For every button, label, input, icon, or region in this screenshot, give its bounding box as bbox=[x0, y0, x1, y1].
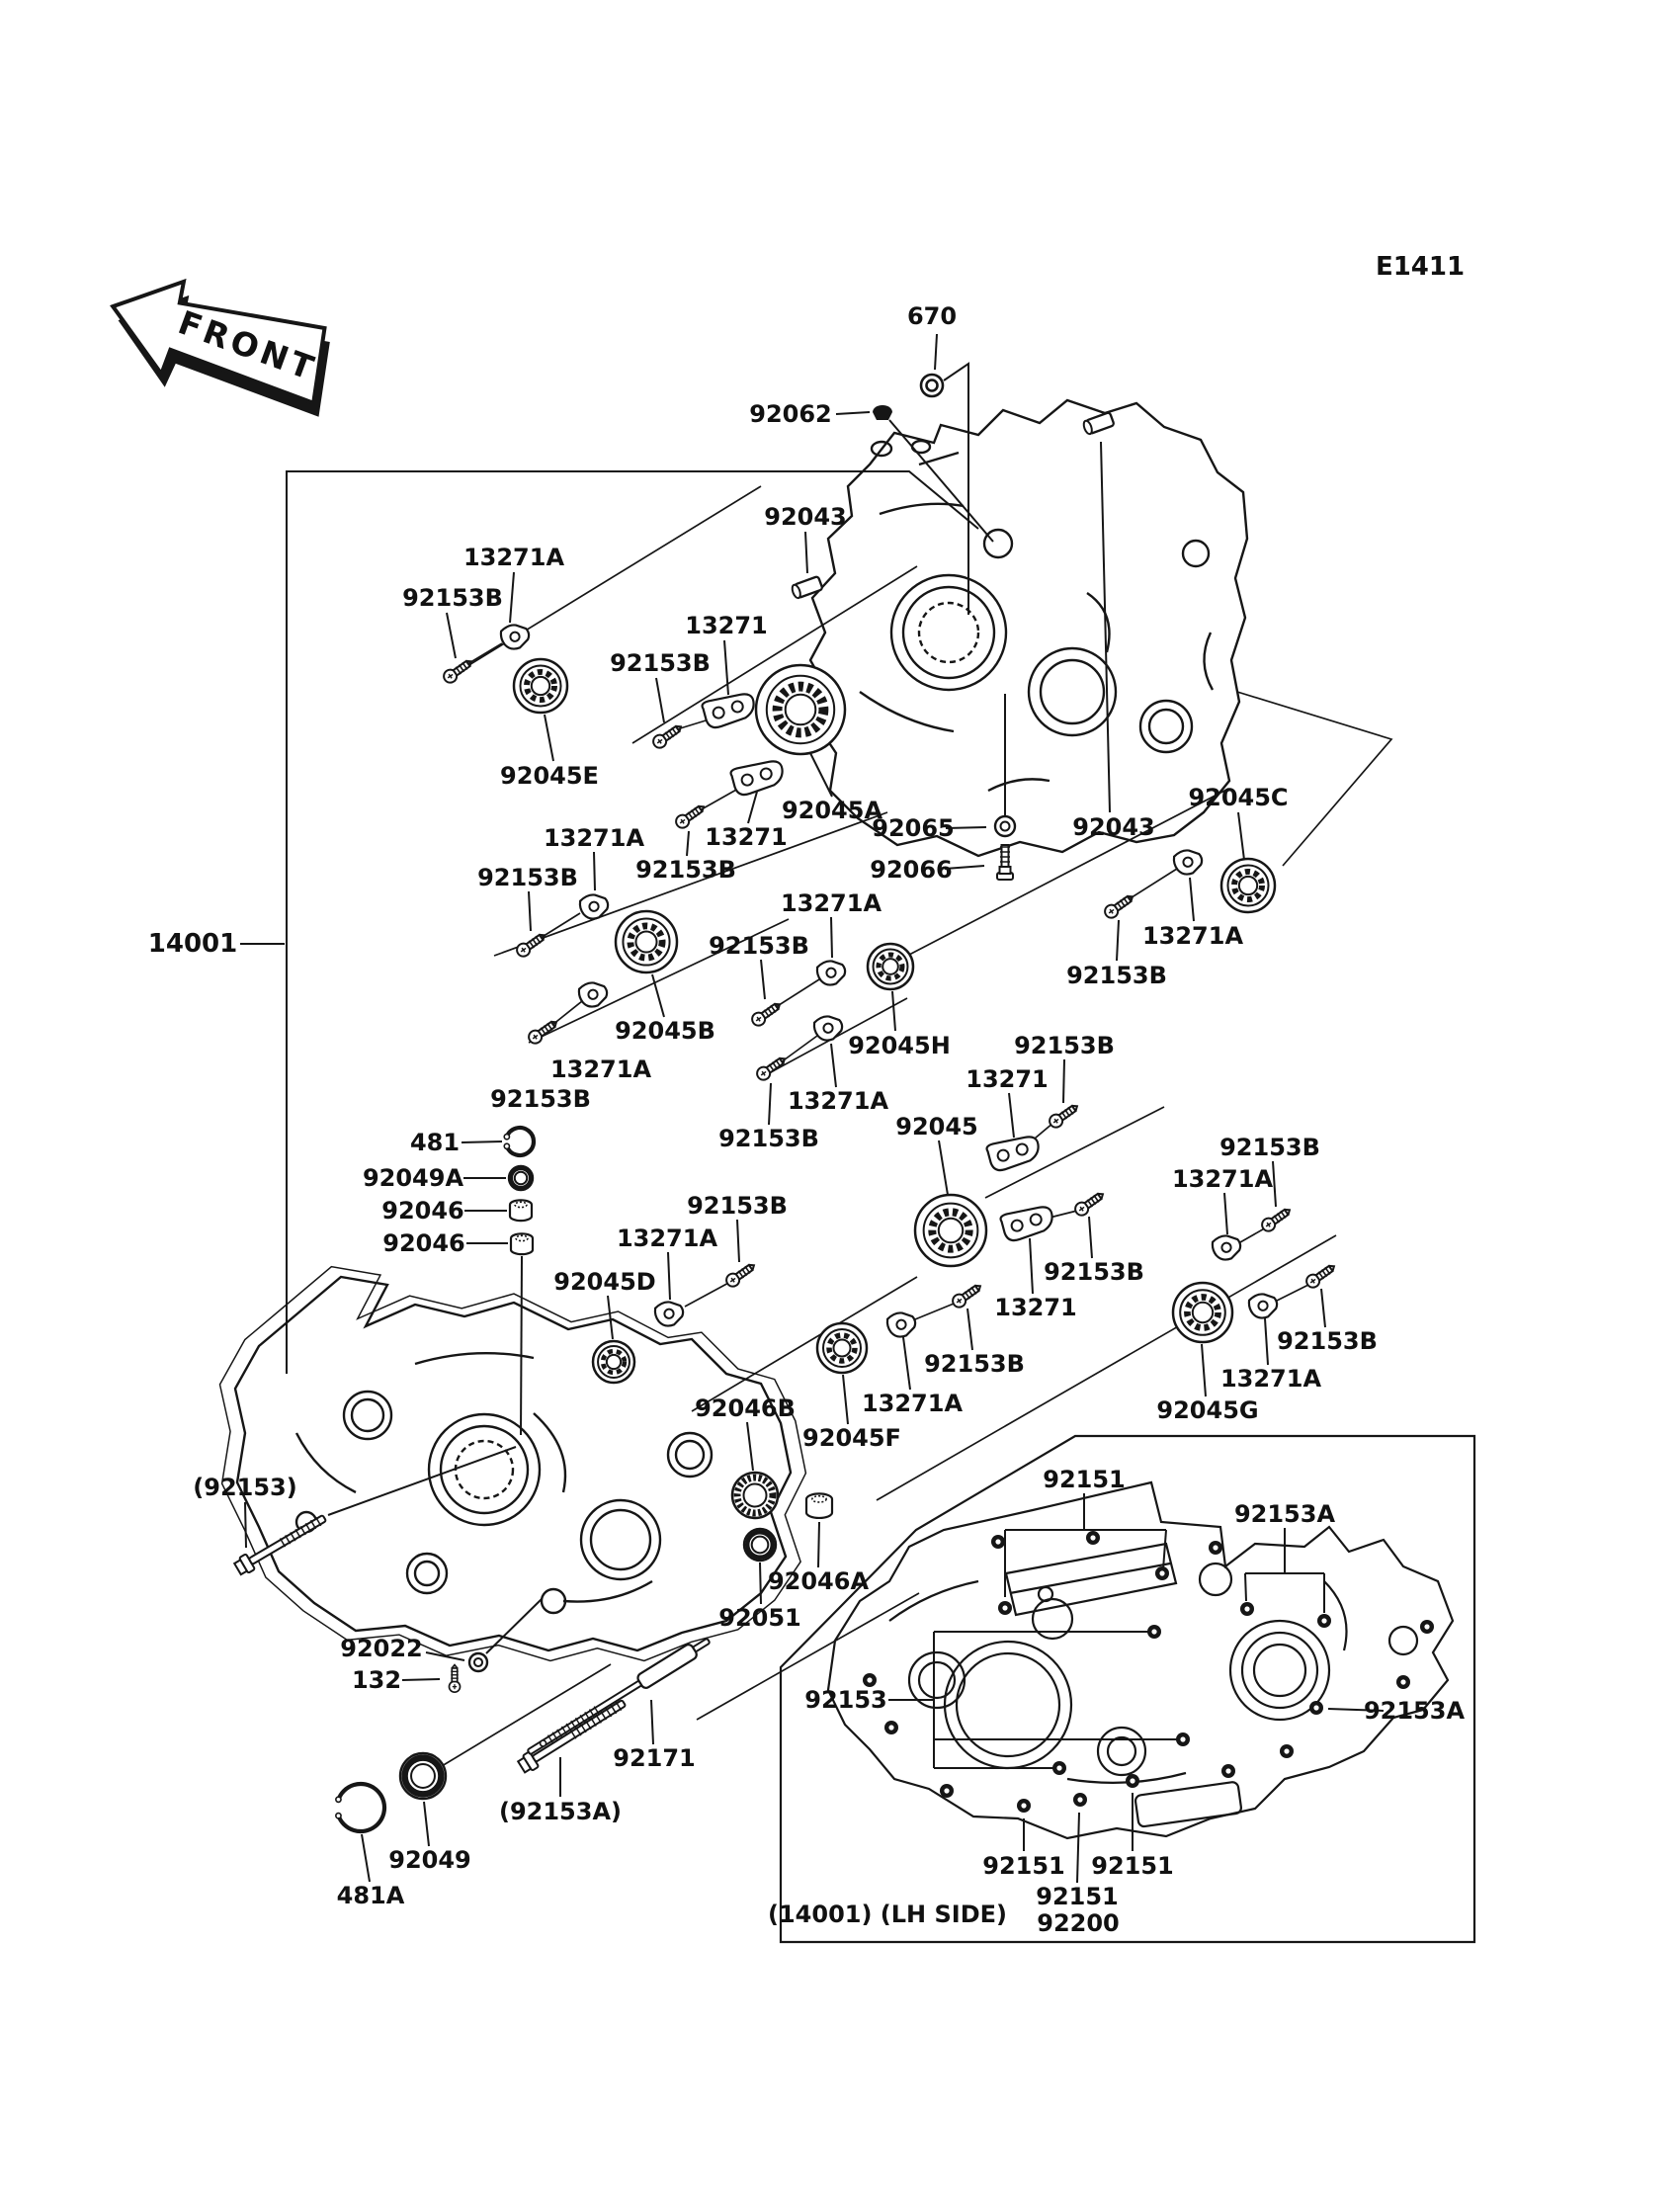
part-number-label: 670 bbox=[906, 302, 958, 330]
part-number-label: (14001) (LH SIDE) bbox=[768, 1901, 1007, 1928]
flanged-hex-bolt bbox=[233, 1510, 329, 1576]
front-arrow bbox=[96, 265, 345, 430]
part-number-label: 13271 bbox=[685, 612, 768, 639]
leader-line bbox=[967, 1309, 972, 1350]
part-number-label: 92153B bbox=[718, 1125, 819, 1152]
leader-line bbox=[447, 613, 456, 658]
part-number-label: 13271A bbox=[462, 544, 565, 571]
bolt-dot bbox=[1052, 1761, 1066, 1775]
holder-screw bbox=[1260, 1205, 1294, 1233]
part-number-label: 13271 bbox=[966, 1065, 1049, 1093]
axis-line bbox=[541, 913, 580, 938]
part-number-label: 13271A bbox=[549, 1056, 652, 1083]
axis-line bbox=[685, 1281, 732, 1307]
holder-screw bbox=[515, 930, 548, 959]
bearing-holder-plate bbox=[986, 1133, 1043, 1172]
holder-screw bbox=[750, 999, 784, 1028]
part-number-label: 92153B bbox=[709, 932, 809, 960]
part-number-label: 92153B bbox=[1277, 1327, 1378, 1355]
leader-line bbox=[529, 891, 531, 931]
part-number-label: 92153B bbox=[610, 649, 711, 677]
ball-bearing bbox=[915, 1195, 986, 1266]
part-number-label: 92045D bbox=[553, 1268, 656, 1296]
o-ring bbox=[921, 375, 943, 396]
leader-line bbox=[1009, 1093, 1014, 1138]
leader-line bbox=[1117, 920, 1119, 961]
part-number-label: 92051 bbox=[718, 1604, 801, 1632]
part-number-label: 92045A bbox=[781, 797, 883, 824]
leader-line bbox=[903, 1337, 910, 1390]
flange-bolt bbox=[997, 845, 1013, 880]
holder-screw bbox=[1048, 1101, 1081, 1130]
washer bbox=[469, 1653, 487, 1671]
holder-screw bbox=[442, 656, 475, 685]
bearing-holder-tab bbox=[577, 979, 610, 1010]
leader-line bbox=[843, 1375, 848, 1424]
part-number-label: 92062 bbox=[749, 400, 832, 428]
part-number-label: 13271 bbox=[994, 1294, 1077, 1321]
holder-screw bbox=[951, 1281, 984, 1310]
ball-bearing bbox=[868, 944, 913, 989]
part-number-label: 92045C bbox=[1188, 784, 1289, 811]
leader-line bbox=[818, 1522, 819, 1567]
part-number-label: 92153B bbox=[687, 1192, 788, 1220]
holder-screw bbox=[674, 802, 708, 830]
part-number-label: (92153) bbox=[193, 1474, 297, 1501]
part-number-label: 92153B bbox=[402, 584, 503, 612]
flanged-hex-bolt bbox=[517, 1695, 629, 1774]
front-arrow-label: FRONT bbox=[173, 302, 323, 389]
holder-screw bbox=[755, 1054, 789, 1082]
part-number-label: 92045 bbox=[895, 1113, 978, 1141]
axis-line bbox=[1237, 692, 1391, 866]
leader-line bbox=[935, 334, 937, 370]
circlip bbox=[504, 1128, 534, 1155]
part-number-label: 92043 bbox=[764, 503, 847, 531]
leader-line bbox=[769, 1083, 771, 1125]
part-number-label: 92153 bbox=[804, 1686, 887, 1714]
bolt-dot bbox=[1209, 1541, 1222, 1555]
leader-line bbox=[1077, 1813, 1079, 1883]
leader-line bbox=[810, 753, 832, 797]
leader-line bbox=[831, 917, 832, 958]
part-number-label: 92151 bbox=[1091, 1852, 1174, 1880]
bearing-holder-tab bbox=[1211, 1232, 1243, 1263]
ball-bearing bbox=[1173, 1283, 1232, 1342]
leader-line bbox=[737, 1220, 739, 1262]
bearing-holder-tab bbox=[653, 1299, 686, 1329]
leader-line bbox=[1202, 1344, 1206, 1396]
part-number-label: 92153B bbox=[1219, 1134, 1320, 1161]
axis-line bbox=[776, 979, 819, 1007]
bolt-dot bbox=[884, 1721, 898, 1734]
axis-line bbox=[450, 486, 761, 677]
oil-seal bbox=[400, 1753, 446, 1799]
leader-line bbox=[1063, 1059, 1064, 1103]
bolt-dot bbox=[991, 1535, 1005, 1549]
leader-line bbox=[1224, 1193, 1227, 1234]
part-number-label: 92046B bbox=[695, 1394, 796, 1422]
leader-line bbox=[892, 991, 895, 1031]
bolt-dot bbox=[1073, 1793, 1087, 1807]
part-number-label: 92153A bbox=[1233, 1500, 1336, 1528]
bearing-holder-tab bbox=[885, 1310, 918, 1340]
bearing-holder-tab bbox=[812, 1013, 845, 1044]
holder-screw bbox=[1103, 891, 1136, 920]
bolt-dot bbox=[863, 1673, 877, 1687]
change-rod bbox=[525, 1634, 713, 1759]
holder-screw bbox=[1304, 1261, 1338, 1290]
part-number-label: 92153B bbox=[1066, 962, 1167, 989]
part-number-label: 92049A bbox=[362, 1164, 464, 1192]
lh-crankcase-drawing bbox=[219, 1267, 805, 1661]
leader-line bbox=[1190, 878, 1194, 921]
oil-seal bbox=[744, 1529, 776, 1561]
part-number-label: 13271A bbox=[543, 824, 645, 852]
part-number-label: 92153B bbox=[924, 1350, 1025, 1378]
axis-line bbox=[915, 1302, 959, 1319]
bushing bbox=[511, 1233, 533, 1254]
leader-line bbox=[747, 1422, 753, 1471]
bolt-dot bbox=[1221, 1764, 1235, 1778]
part-number-label: 13271A bbox=[861, 1390, 964, 1417]
part-number-label: 481A bbox=[336, 1882, 405, 1909]
holder-screw bbox=[527, 1017, 560, 1046]
part-number-label: 92045G bbox=[1156, 1396, 1259, 1424]
leader-line bbox=[594, 852, 595, 890]
bolt-dot bbox=[1240, 1602, 1254, 1616]
leader-line bbox=[462, 1141, 502, 1142]
leader-line bbox=[424, 1802, 429, 1846]
bolt-dot bbox=[940, 1784, 954, 1798]
bolt-dot bbox=[998, 1601, 1012, 1615]
leader-line bbox=[510, 572, 514, 623]
bearing-holder-tab bbox=[578, 891, 611, 922]
holder-screw bbox=[651, 721, 685, 750]
leader-line bbox=[889, 420, 993, 542]
part-number-label: 13271A bbox=[787, 1087, 889, 1115]
leader-line bbox=[1321, 1289, 1325, 1327]
part-number-label: 132 bbox=[351, 1666, 402, 1694]
bushing bbox=[806, 1493, 832, 1518]
needle-bearing bbox=[732, 1473, 778, 1518]
leader-line bbox=[651, 1700, 653, 1744]
leader-line bbox=[1238, 812, 1244, 860]
leader-line bbox=[805, 532, 807, 573]
leader-line bbox=[1089, 1217, 1092, 1258]
part-number-label: 92045E bbox=[500, 762, 599, 790]
bolt-dot bbox=[1396, 1675, 1410, 1689]
part-number-label: 13271A bbox=[1219, 1365, 1322, 1393]
part-number-label: 13271A bbox=[616, 1225, 718, 1252]
part-number-label: 92153B bbox=[1044, 1258, 1144, 1286]
bolt-dot bbox=[1176, 1732, 1190, 1746]
washer bbox=[995, 816, 1015, 836]
part-number-label: (92153A) bbox=[498, 1798, 623, 1825]
labels-layer bbox=[148, 252, 1466, 1937]
part-number-label: 92153B bbox=[1014, 1032, 1115, 1059]
leader-line bbox=[656, 678, 664, 722]
leader-line bbox=[328, 1447, 516, 1515]
part-number-label: 92153A bbox=[1363, 1697, 1466, 1725]
bolt-dot bbox=[1147, 1625, 1161, 1639]
part-number-label: 92046A bbox=[767, 1567, 870, 1595]
part-number-label: 92046 bbox=[381, 1197, 464, 1225]
part-number-label: 13271A bbox=[1141, 922, 1244, 950]
dowel-pin bbox=[791, 576, 823, 599]
bearing-holder-plate bbox=[730, 757, 787, 797]
part-number-label: 92153B bbox=[490, 1085, 591, 1113]
ball-bearing bbox=[1221, 859, 1275, 912]
inset-lh-side-case bbox=[828, 1482, 1453, 1838]
ball-bearing bbox=[756, 665, 845, 754]
ball-bearing bbox=[616, 911, 677, 972]
leader-line bbox=[836, 412, 870, 414]
leader-line bbox=[939, 1141, 948, 1195]
part-number-label: 13271A bbox=[1171, 1165, 1274, 1193]
part-number-label: 92200 bbox=[1037, 1909, 1120, 1937]
part-number-label: 92043 bbox=[1072, 813, 1155, 841]
part-number-label: 92065 bbox=[872, 814, 955, 842]
part-number-label: 481 bbox=[409, 1129, 461, 1156]
leader-line bbox=[668, 1252, 670, 1300]
axis-line bbox=[467, 643, 502, 664]
bolt-dot bbox=[1086, 1531, 1100, 1545]
leader-line bbox=[545, 715, 553, 761]
part-number-label: 92066 bbox=[870, 856, 953, 884]
bearing-holder-plate bbox=[1000, 1203, 1056, 1242]
part-number-label: 92151 bbox=[1036, 1883, 1119, 1910]
ball-bearing bbox=[817, 1323, 867, 1373]
leader-line bbox=[608, 1296, 613, 1339]
part-number-label: 92045B bbox=[615, 1017, 715, 1045]
part-number-label: 92153B bbox=[635, 856, 736, 884]
bolt-dot bbox=[1309, 1701, 1323, 1715]
part-number-label: 14001 bbox=[147, 929, 238, 959]
part-number-label: 92045H bbox=[848, 1032, 951, 1059]
leader-line bbox=[1265, 1318, 1268, 1365]
part-number-label: 92045F bbox=[802, 1424, 901, 1452]
leader-line bbox=[402, 1679, 440, 1680]
leader-line bbox=[687, 831, 689, 856]
part-number-label: 13271 bbox=[705, 823, 788, 851]
part-number-label: 92046 bbox=[382, 1229, 465, 1257]
bolt-dot bbox=[1317, 1614, 1331, 1628]
part-number-label: 92153B bbox=[477, 864, 578, 891]
ball-bearing bbox=[593, 1341, 634, 1383]
plug bbox=[873, 405, 892, 420]
small-screw bbox=[449, 1665, 460, 1693]
axis-line bbox=[1129, 869, 1177, 899]
leader-line bbox=[831, 1044, 836, 1087]
leader-line bbox=[1030, 1238, 1033, 1294]
bearing-holder-tab bbox=[1247, 1291, 1280, 1321]
bolt-dot bbox=[1155, 1566, 1169, 1580]
rh-crankcase-drawing bbox=[810, 400, 1247, 856]
circlip bbox=[336, 1784, 384, 1831]
part-number-label: 92022 bbox=[340, 1635, 423, 1662]
part-number-label: 92151 bbox=[1043, 1466, 1126, 1493]
lh-gasket-outline bbox=[219, 1267, 805, 1661]
leader-line bbox=[245, 1502, 246, 1548]
leader-line bbox=[521, 1256, 522, 1435]
leader-line bbox=[761, 960, 765, 999]
bolt-dot bbox=[1420, 1620, 1434, 1634]
bearing-holder-tab bbox=[1172, 847, 1205, 878]
dowel-pin bbox=[1082, 412, 1115, 435]
leader-line bbox=[362, 1834, 370, 1882]
leader-line bbox=[760, 1563, 761, 1604]
bolt-dot bbox=[1017, 1799, 1031, 1813]
leader-line bbox=[1273, 1161, 1276, 1207]
part-number-label: 92049 bbox=[388, 1846, 471, 1874]
part-number-label: 13271A bbox=[780, 889, 882, 917]
ball-bearing bbox=[514, 659, 567, 713]
part-number-label: 92171 bbox=[613, 1744, 696, 1772]
leader-line bbox=[748, 792, 757, 823]
axis-line bbox=[1277, 1283, 1312, 1301]
oil-seal bbox=[509, 1166, 533, 1190]
holder-screw bbox=[724, 1260, 758, 1289]
bearing-holder-tab bbox=[815, 958, 848, 988]
leader-line bbox=[1245, 1573, 1246, 1601]
bolt-dot bbox=[1126, 1774, 1139, 1788]
part-number-label: 92151 bbox=[982, 1852, 1065, 1880]
holder-screw bbox=[1073, 1189, 1107, 1218]
bushing bbox=[510, 1200, 532, 1221]
bolt-dot bbox=[1280, 1744, 1294, 1758]
bearing-holder-tab bbox=[499, 622, 532, 652]
part-number-label: E1411 bbox=[1375, 252, 1466, 282]
